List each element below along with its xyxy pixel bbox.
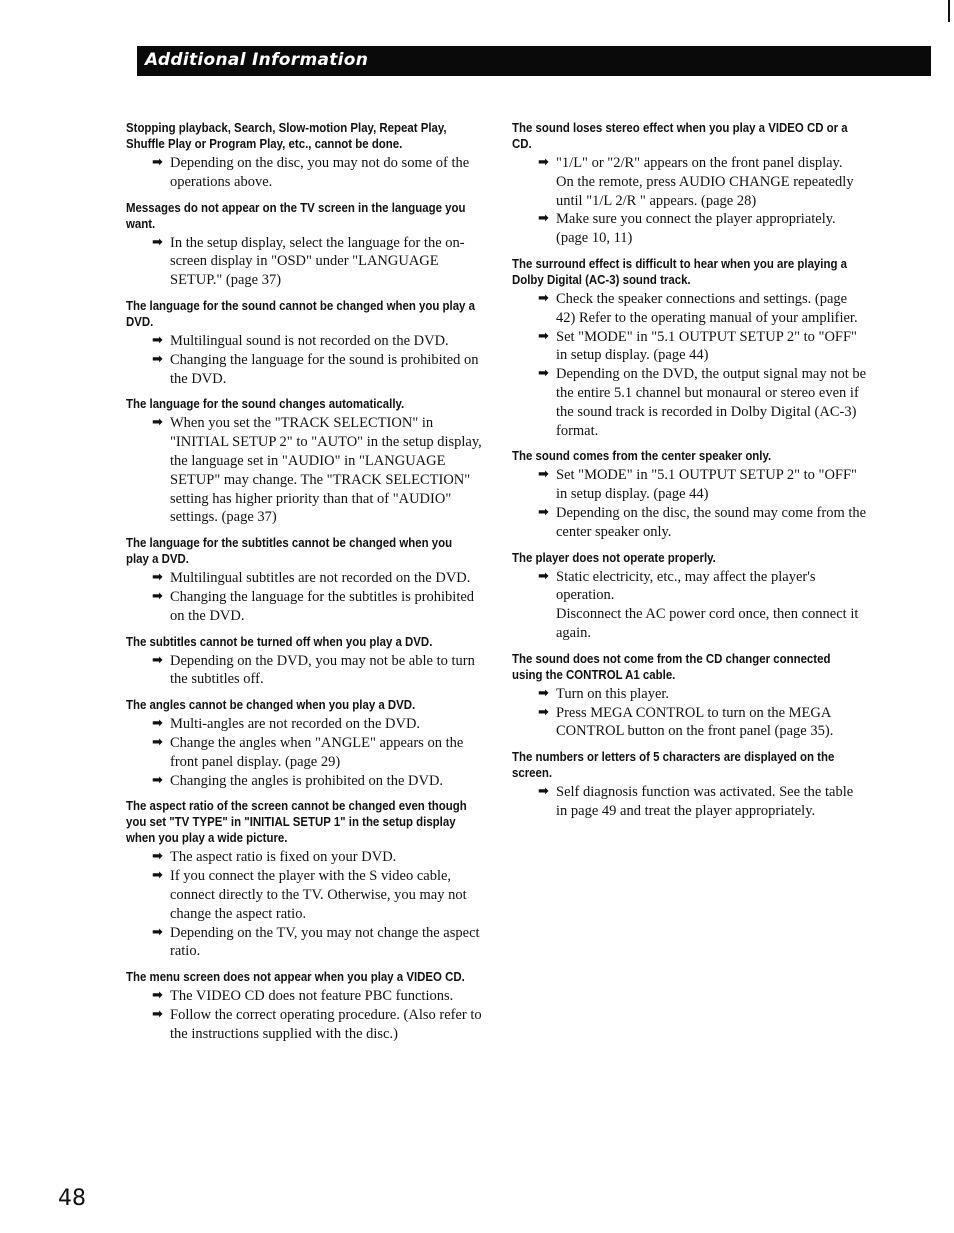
arrow-right-icon: ➡: [538, 366, 549, 382]
problem-heading: The player does not operate properly.: [512, 549, 716, 565]
solution-item: [152, 715, 482, 734]
solution-list: [512, 466, 868, 541]
troubleshooting-entry: [126, 969, 482, 1043]
solution-item: [152, 154, 482, 192]
solution-item: [538, 328, 868, 366]
solution-item: [152, 1006, 482, 1044]
arrow-right-icon: ➡: [152, 588, 163, 604]
arrow-right-icon: ➡: [538, 784, 549, 800]
solution-text: Multilingual sound is not recorded on the DVD.: [170, 332, 449, 349]
solution-item: [152, 987, 482, 1006]
arrow-right-icon: ➡: [538, 467, 549, 483]
left-column: [126, 120, 482, 1052]
troubleshooting-entry: [126, 535, 482, 625]
arrow-right-icon: ➡: [538, 685, 549, 701]
solution-item: [538, 365, 868, 440]
arrow-right-icon: ➡: [152, 924, 163, 940]
solution-item: [538, 783, 868, 821]
solution-text: If you connect the player with the S video cable, connect directly to the TV. Otherwise, you may not change the aspect ratio.: [170, 868, 467, 922]
solution-text: In the setup display, select the language for the on-screen display in "OSD" under "LANGUAGE SETUP." (page 37): [170, 234, 465, 289]
solution-text: On the remote, press AUDIO CHANGE repeatedly until "1/L 2/R " appears. (page 28): [556, 173, 854, 209]
right-column: [512, 120, 868, 829]
solution-text: Make sure you connect the player appropriately. (page 10, 11): [556, 211, 836, 247]
solution-item: [152, 652, 482, 690]
troubleshooting-entry: [512, 120, 868, 248]
section-title: Additional Information: [145, 50, 369, 70]
troubleshooting-entry: [512, 550, 868, 643]
troubleshooting-entry: [512, 749, 868, 821]
problem-heading: The subtitles cannot be turned off when you play a DVD.: [126, 633, 433, 649]
solution-item: [152, 332, 482, 351]
solution-item: [152, 588, 482, 626]
solution-item: [538, 466, 868, 504]
troubleshooting-entry: [126, 697, 482, 790]
problem-heading: The menu screen does not appear when you play a VIDEO CD.: [126, 969, 465, 985]
troubleshooting-entry: [126, 298, 482, 388]
arrow-right-icon: ➡: [152, 234, 163, 250]
problem-heading: Messages do not appear on the TV screen in the language you want.: [126, 199, 466, 231]
solution-text: Changing the language for the subtitles is prohibited on the DVD.: [170, 588, 475, 624]
problem-heading: The language for the sound cannot be changed when you play a DVD.: [126, 297, 475, 329]
solution-text: Multi-angles are not recorded on the DVD.: [170, 716, 421, 733]
solution-text: Set "MODE" in "5.1 OUTPUT SETUP 2" to "OFF" in setup display. (page 44): [556, 467, 857, 503]
arrow-right-icon: ➡: [152, 1006, 163, 1022]
arrow-right-icon: ➡: [538, 290, 549, 306]
solution-text: Follow the correct operating procedure. (Also refer to the instructions supplied with the disc.): [170, 1006, 482, 1042]
solution-list: [126, 234, 482, 290]
problem-heading: Stopping playback, Search, Slow-motion Play, Repeat Play, Shuffle Play or Program Play, etc., cannot be done.: [126, 120, 447, 151]
troubleshooting-entry: [512, 256, 868, 440]
solution-item: [538, 290, 868, 328]
arrow-right-icon: ➡: [152, 772, 163, 788]
solution-list: [126, 652, 482, 690]
arrow-right-icon: ➡: [152, 868, 163, 884]
problem-heading: The sound comes from the center speaker only.: [512, 448, 772, 464]
solution-list: [126, 332, 482, 388]
solution-item: [538, 504, 868, 542]
solution-list: [126, 715, 482, 790]
solution-list: [512, 568, 868, 643]
solution-item: [152, 867, 482, 923]
arrow-right-icon: ➡: [538, 328, 549, 344]
solution-text: Set "MODE" in "5.1 OUTPUT SETUP 2" to "OFF" in setup display. (page 44): [556, 328, 857, 364]
arrow-right-icon: ➡: [152, 332, 163, 348]
arrow-right-icon: ➡: [152, 716, 163, 732]
solution-item: [152, 351, 482, 389]
solution-text: Self diagnosis function was activated. See the table in page 49 and treat the player appropriately.: [556, 784, 854, 819]
arrow-right-icon: ➡: [538, 504, 549, 520]
problem-heading: The language for the sound changes automatically.: [126, 396, 405, 412]
solution-list: [126, 848, 482, 961]
solution-text: Multilingual subtitles are not recorded on the DVD.: [170, 570, 471, 587]
solution-item: [152, 734, 482, 772]
troubleshooting-entry: [126, 120, 482, 192]
solution-text: Depending on the disc, the sound may come from the center speaker only.: [556, 504, 867, 540]
solution-list: [126, 154, 482, 192]
section-header-bar: [137, 46, 931, 76]
solution-text: Disconnect the AC power cord once, then connect it again.: [556, 606, 859, 641]
solution-text: Check the speaker connections and settings. (page 42) Refer to the operating manual of your amplifier.: [556, 290, 858, 326]
solution-text: Change the angles when "ANGLE" appears on the front panel display. (page 29): [170, 734, 464, 770]
solution-text: When you set the "TRACK SELECTION" in "INITIAL SETUP 2" to "AUTO" in the setup display, the language set in "AUDIO" in "LANGUAGE SETUP" may change. The "TRACK SELECTION" setting has higher priority than that of "AUDIO" settings. (page 37): [170, 415, 482, 526]
troubleshooting-entry: [512, 448, 868, 541]
arrow-right-icon: ➡: [152, 988, 163, 1004]
arrow-right-icon: ➡: [152, 155, 163, 170]
solution-text: Depending on the disc, you may not do some of the operations above.: [170, 155, 470, 190]
arrow-right-icon: ➡: [152, 734, 163, 750]
problem-heading: The language for the subtitles cannot be changed when you play a DVD.: [126, 535, 453, 567]
problem-heading: The angles cannot be changed when you play a DVD.: [126, 697, 416, 713]
solution-text: The VIDEO CD does not feature PBC functions.: [170, 988, 454, 1005]
problem-heading: The aspect ratio of the screen cannot be changed even though you set "TV TYPE" in "INITIAL SETUP 1" in the setup display when you play a wide picture.: [126, 798, 467, 846]
solution-text: Depending on the DVD, the output signal may not be the entire 5.1 channel but monaural or stereo even if the sound track is recorded in Dolby Digital (AC-3) format.: [556, 366, 867, 439]
arrow-right-icon: ➡: [538, 211, 549, 227]
problem-heading: The surround effect is difficult to hear when you are playing a Dolby Digital (AC-3) sound track.: [512, 255, 847, 287]
arrow-right-icon: ➡: [152, 415, 163, 431]
solution-text: Press MEGA CONTROL to turn on the MEGA CONTROL button on the front panel (page 35).: [556, 704, 834, 740]
solution-item: [538, 154, 868, 210]
solution-list: [512, 685, 868, 741]
arrow-right-icon: ➡: [152, 351, 163, 367]
solution-text: Depending on the DVD, you may not be able to turn the subtitles off.: [170, 652, 475, 688]
solution-text: Changing the angles is prohibited on the DVD.: [170, 772, 444, 789]
troubleshooting-entry: [126, 798, 482, 961]
solution-text: Turn on this player.: [556, 685, 670, 702]
problem-heading: The sound loses stereo effect when you play a VIDEO CD or a CD.: [512, 120, 848, 151]
solution-text: Static electricity, etc., may affect the player's operation.: [556, 568, 816, 604]
solution-text: Depending on the TV, you may not change the aspect ratio.: [170, 924, 480, 960]
solution-item: [152, 848, 482, 867]
troubleshooting-entry: [512, 651, 868, 741]
arrow-right-icon: ➡: [538, 704, 549, 720]
solution-text: "1/L" or "2/R" appears on the front panel display.: [556, 155, 843, 171]
solution-list: [512, 154, 868, 248]
solution-text: The aspect ratio is fixed on your DVD.: [170, 849, 397, 866]
solution-item: [152, 772, 482, 791]
solution-item: [152, 924, 482, 962]
troubleshooting-entry: [126, 634, 482, 690]
solution-list: [126, 569, 482, 625]
solution-item: [538, 685, 868, 704]
troubleshooting-entry: [126, 396, 482, 527]
solution-list: [126, 987, 482, 1043]
solution-list: [126, 414, 482, 527]
problem-heading: The sound does not come from the CD changer connected using the CONTROL A1 cable.: [512, 650, 831, 682]
solution-item: [152, 234, 482, 290]
arrow-right-icon: ➡: [538, 568, 549, 584]
solution-list: [512, 290, 868, 440]
solution-item: [538, 568, 868, 643]
solution-item: [152, 414, 482, 527]
page-edge-mark: [948, 0, 950, 22]
page-number: 48: [58, 1186, 86, 1211]
arrow-right-icon: ➡: [538, 155, 549, 170]
arrow-right-icon: ➡: [152, 570, 163, 586]
solution-text: Changing the language for the sound is prohibited on the DVD.: [170, 351, 479, 387]
troubleshooting-entry: [126, 200, 482, 290]
solution-item: [538, 704, 868, 742]
problem-heading: The numbers or letters of 5 characters are displayed on the screen.: [512, 749, 835, 781]
arrow-right-icon: ➡: [152, 652, 163, 668]
arrow-right-icon: ➡: [152, 849, 163, 865]
solution-item: [152, 569, 482, 588]
solution-list: [512, 783, 868, 821]
solution-item: [538, 210, 868, 248]
